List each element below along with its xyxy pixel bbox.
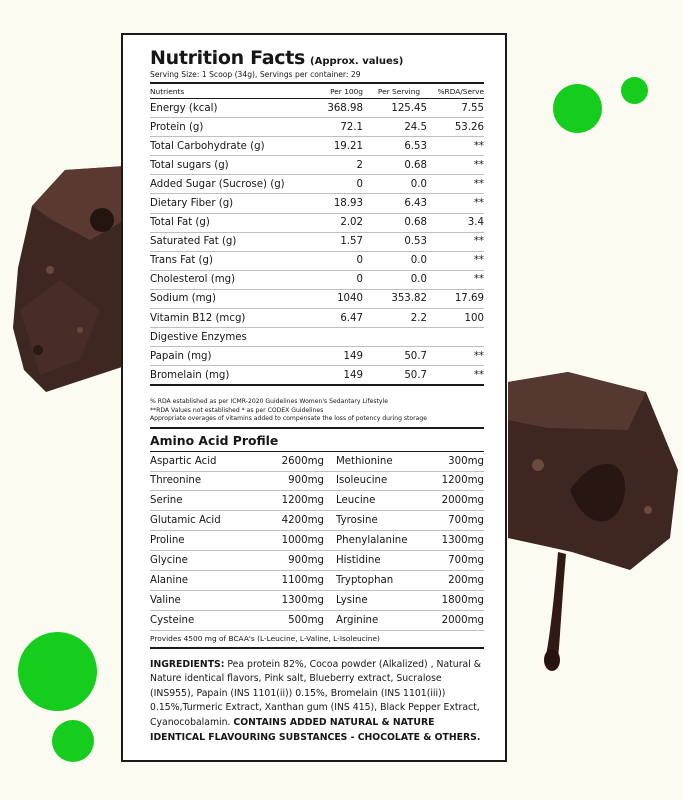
amino-name: Proline [150,531,264,551]
nutrient-per100g: 1040 [298,289,363,308]
nutrient-row [150,232,484,251]
ingredients-text: Pea protein 82%, Cocoa powder (Alkalized) , Natural & Nature identical flavors, Pink salt, Blueberry extract, Sucralose (INS955), Papain (INS 1101(ii)) 0.15%, Bromelain (INS 1101(iii)) 0.15%,Turmeric Extract, Xanthan gum (INS 415), Black Pepper Extract, Cyanocobalamin. [150,658,481,729]
amino-value: 900mg [264,551,336,571]
nutrients-header-row [150,84,484,99]
nutrient-row [150,328,484,347]
amino-name: Tyrosine [336,511,440,531]
nutrient-name: Total Carbohydrate (g) [150,137,298,156]
amino-name: Arginine [336,610,440,630]
amino-name: Tryptophan [336,570,440,590]
nutrient-row [150,99,484,118]
bcaa-note: Provides 4500 mg of BCAA's (L-Leucine, L-Valine, L-Isoleucine) [150,633,380,643]
amino-name: Alanine [150,570,264,590]
amino-acid-table [150,452,484,631]
nutrient-row [150,213,484,232]
nutrient-row [150,175,484,194]
nutrient-rda: ** [435,270,484,289]
ingredients-bold-tail: CONTAINS ADDED NATURAL & NATURE IDENTICAL FLAVOURING SUBSTANCES - CHOCOLATE & OTHERS. [150,717,481,743]
amino-row [150,570,484,590]
rda-column-header: %RDA/Serve [435,84,484,99]
nutrient-per100g: 0 [298,270,363,289]
nutrient-name: Total sugars (g) [150,156,298,175]
nutrient-per-serving: 0.68 [363,156,435,175]
amino-name: Serine [150,491,264,511]
nutrient-name: Total Fat (g) [150,213,298,232]
nutrient-per-serving: 0.53 [363,232,435,251]
nutrient-row [150,309,484,328]
green-dot-bottom-left-large [18,632,97,711]
nutrient-per100g: 6.47 [298,309,363,328]
nutrient-per100g: 19.21 [298,137,363,156]
amino-value: 1800mg [440,590,484,610]
ingredients-label: INGREDIENTS: [150,658,225,670]
nutrient-rda [435,328,484,347]
nutrient-rda: ** [435,232,484,251]
amino-value: 1200mg [440,471,484,491]
chocolate-chunk-right-image [508,370,683,675]
nutrient-rda: 3.4 [435,213,484,232]
nutrient-rda: 100 [435,309,484,328]
nutrients-table [150,84,484,384]
amino-name: Threonine [150,471,264,491]
nutrient-per-serving: 0.0 [363,251,435,270]
nutrient-rda: ** [435,347,484,366]
nutrient-rda: ** [435,156,484,175]
nutrient-per-serving: 50.7 [363,347,435,366]
nutrient-per100g: 2 [298,156,363,175]
amino-name: Glycine [150,551,264,571]
nutrient-row [150,118,484,137]
amino-row [150,531,484,551]
footnotes [150,386,484,426]
amino-value: 2000mg [440,491,484,511]
amino-value: 2000mg [440,610,484,630]
nutrient-per100g: 0 [298,175,363,194]
amino-value: 300mg [440,452,484,471]
nutrient-rda: ** [435,194,484,213]
per100g-column-header: Per 100g [298,84,363,99]
nutrients-column-header: Nutrients [150,84,298,99]
amino-value: 500mg [264,610,336,630]
nutrient-name: Sodium (mg) [150,289,298,308]
green-dot-top-right-large [553,84,602,133]
nutrient-per-serving: 2.2 [363,309,435,328]
amino-value: 4200mg [264,511,336,531]
approx-values-note: (Approx. values) [310,56,404,67]
green-dot-bottom-left-small [52,720,94,762]
nutrition-title: Nutrition Facts [150,47,306,69]
nutrient-per100g: 149 [298,347,363,366]
amino-value: 1000mg [264,531,336,551]
amino-value: 2600mg [264,452,336,471]
ingredients-paragraph [150,649,484,746]
nutrient-per-serving: 0.0 [363,270,435,289]
nutrient-per100g: 18.93 [298,194,363,213]
nutrient-per100g: 2.02 [298,213,363,232]
nutrient-per-serving: 24.5 [363,118,435,137]
nutrient-row [150,194,484,213]
nutrient-per-serving: 125.45 [363,99,435,118]
amino-value: 700mg [440,551,484,571]
nutrient-name: Dietary Fiber (g) [150,194,298,213]
amino-row [150,471,484,491]
amino-value: 1300mg [264,590,336,610]
amino-value: 1200mg [264,491,336,511]
nutrient-per100g [298,328,363,347]
amino-row [150,610,484,630]
amino-name: Histidine [336,551,440,571]
footnote: **RDA Values not established * as per CODEX Guidelines [150,406,324,414]
nutrient-row [150,347,484,366]
amino-value: 1300mg [440,531,484,551]
nutrient-row [150,251,484,270]
amino-name: Cysteine [150,610,264,630]
nutrient-name: Cholesterol (mg) [150,270,298,289]
green-dot-top-right-small [621,77,648,104]
nutrient-rda: 7.55 [435,99,484,118]
nutrient-per-serving: 6.53 [363,137,435,156]
amino-name: Methionine [336,452,440,471]
amino-name: Isoleucine [336,471,440,491]
serving-info: Serving Size: 1 Scoop (34g), Servings per container: 29 [150,70,361,79]
amino-name: Lysine [336,590,440,610]
nutrient-name: Papain (mg) [150,347,298,366]
nutrient-per-serving: 50.7 [404,369,427,381]
nutrient-per100g: 0 [298,251,363,270]
amino-row [150,590,484,610]
amino-name: Leucine [336,491,440,511]
nutrient-rda: ** [435,137,484,156]
nutrition-label-panel [121,33,507,762]
nutrient-row [150,156,484,175]
nutrient-rda: 53.26 [435,118,484,137]
amino-name: Phenylalanine [336,531,440,551]
amino-row [150,452,484,471]
amino-value: 700mg [440,511,484,531]
amino-acid-title: Amino Acid Profile [150,432,279,448]
nutrients-body [150,99,484,385]
amino-value: 900mg [264,471,336,491]
nutrient-name: Added Sugar (Sucrose) (g) [150,175,298,194]
amino-name: Valine [150,590,264,610]
footnote: Appropriate overages of vitamins added to compensate the loss of potency during storage [150,415,428,423]
nutrient-rda: 17.69 [435,289,484,308]
nutrient-per100g: 149 [343,369,363,381]
nutrient-name: Trans Fat (g) [150,251,298,270]
nutrient-row [150,289,484,308]
per-serving-column-header: Per Serving [363,84,435,99]
nutrient-row [150,270,484,289]
nutrient-rda: ** [473,369,484,381]
footnote: % RDA established as per ICMR-2020 Guidelines Women's Sedantary Lifestyle [150,398,388,406]
amino-row [150,491,484,511]
nutrient-row [150,366,484,385]
amino-row [150,511,484,531]
nutrient-per-serving: 0.68 [363,213,435,232]
nutrient-name: Vitamin B12 (mcg) [150,309,298,328]
nutrient-name: Bromelain (mg) [150,369,230,381]
nutrient-name: Protein (g) [150,118,298,137]
nutrient-rda: ** [435,251,484,270]
nutrient-rda: ** [435,175,484,194]
amino-name: Aspartic Acid [150,452,264,471]
amino-row [150,551,484,571]
amino-name: Glutamic Acid [150,511,264,531]
nutrient-row [150,137,484,156]
nutrient-per100g: 72.1 [298,118,363,137]
nutrient-per-serving: 353.82 [363,289,435,308]
nutrient-name: Energy (kcal) [150,99,298,118]
amino-value: 200mg [440,570,484,590]
amino-body [150,452,484,631]
title-row [150,47,484,69]
amino-value: 1100mg [264,570,336,590]
nutrient-name: Digestive Enzymes [150,328,298,347]
nutrient-per-serving: 0.0 [363,175,435,194]
nutrient-per100g: 368.98 [298,99,363,118]
chocolate-chunk-left-image [10,160,125,410]
nutrient-name: Saturated Fat (g) [150,232,298,251]
nutrient-per100g: 1.57 [298,232,363,251]
nutrient-per-serving: 6.43 [363,194,435,213]
nutrient-per-serving [363,328,435,347]
